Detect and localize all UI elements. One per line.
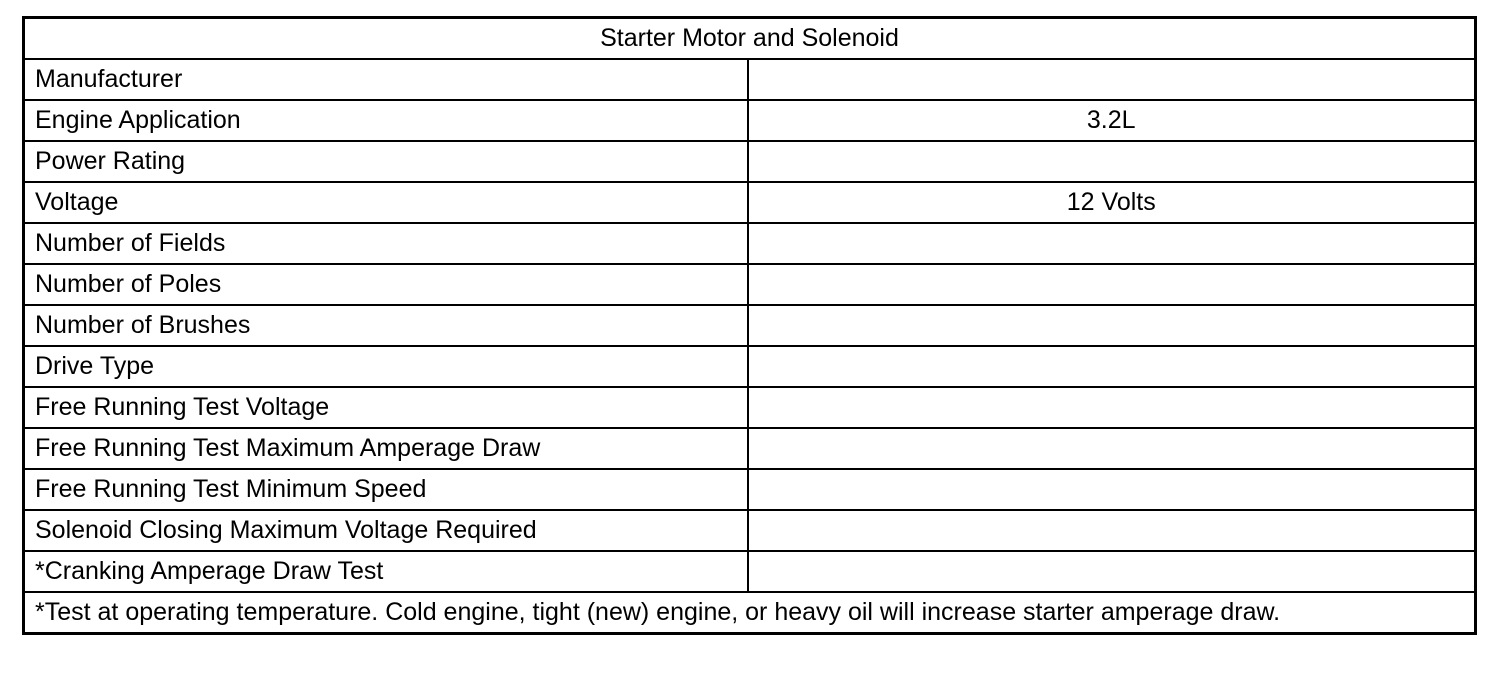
row-value: [748, 551, 1476, 592]
table-row: [24, 59, 1476, 100]
table-row: [24, 264, 1476, 305]
row-value: [748, 223, 1476, 264]
row-value: 12 Volts: [748, 182, 1476, 223]
row-value: [748, 59, 1476, 100]
row-value: [748, 305, 1476, 346]
row-label: Solenoid Closing Maximum Voltage Required: [24, 510, 748, 551]
table-row: [24, 469, 1476, 510]
row-value: [748, 469, 1476, 510]
table-title: Starter Motor and Solenoid: [24, 18, 1476, 60]
row-value: [748, 346, 1476, 387]
row-label: Manufacturer: [24, 59, 748, 100]
table-row: [24, 182, 1476, 223]
table-row: [24, 305, 1476, 346]
row-label: *Cranking Amperage Draw Test: [24, 551, 748, 592]
row-value: [748, 428, 1476, 469]
row-label: Free Running Test Maximum Amperage Draw: [24, 428, 748, 469]
table-row: [24, 141, 1476, 182]
row-value: 3.2L: [748, 100, 1476, 141]
table-row: [24, 223, 1476, 264]
table-row: [24, 100, 1476, 141]
row-label: Free Running Test Minimum Speed: [24, 469, 748, 510]
row-value: [748, 141, 1476, 182]
table-footnote: *Test at operating temperature. Cold engine, tight (new) engine, or heavy oil will increase starter amperage draw.: [24, 592, 1476, 634]
table-row: [24, 551, 1476, 592]
row-value: [748, 387, 1476, 428]
row-label: Drive Type: [24, 346, 748, 387]
row-value: [748, 510, 1476, 551]
table-title-row: [24, 18, 1476, 60]
table-row: [24, 346, 1476, 387]
row-label: Number of Fields: [24, 223, 748, 264]
row-value: [748, 264, 1476, 305]
row-label: Number of Brushes: [24, 305, 748, 346]
table-row: [24, 387, 1476, 428]
row-label: Number of Poles: [24, 264, 748, 305]
starter-spec-table: [22, 16, 1477, 635]
row-label: Engine Application: [24, 100, 748, 141]
table-row: [24, 510, 1476, 551]
footnote-row: [24, 592, 1476, 634]
row-label: Free Running Test Voltage: [24, 387, 748, 428]
row-label: Power Rating: [24, 141, 748, 182]
table-row: [24, 428, 1476, 469]
row-label: Voltage: [24, 182, 748, 223]
